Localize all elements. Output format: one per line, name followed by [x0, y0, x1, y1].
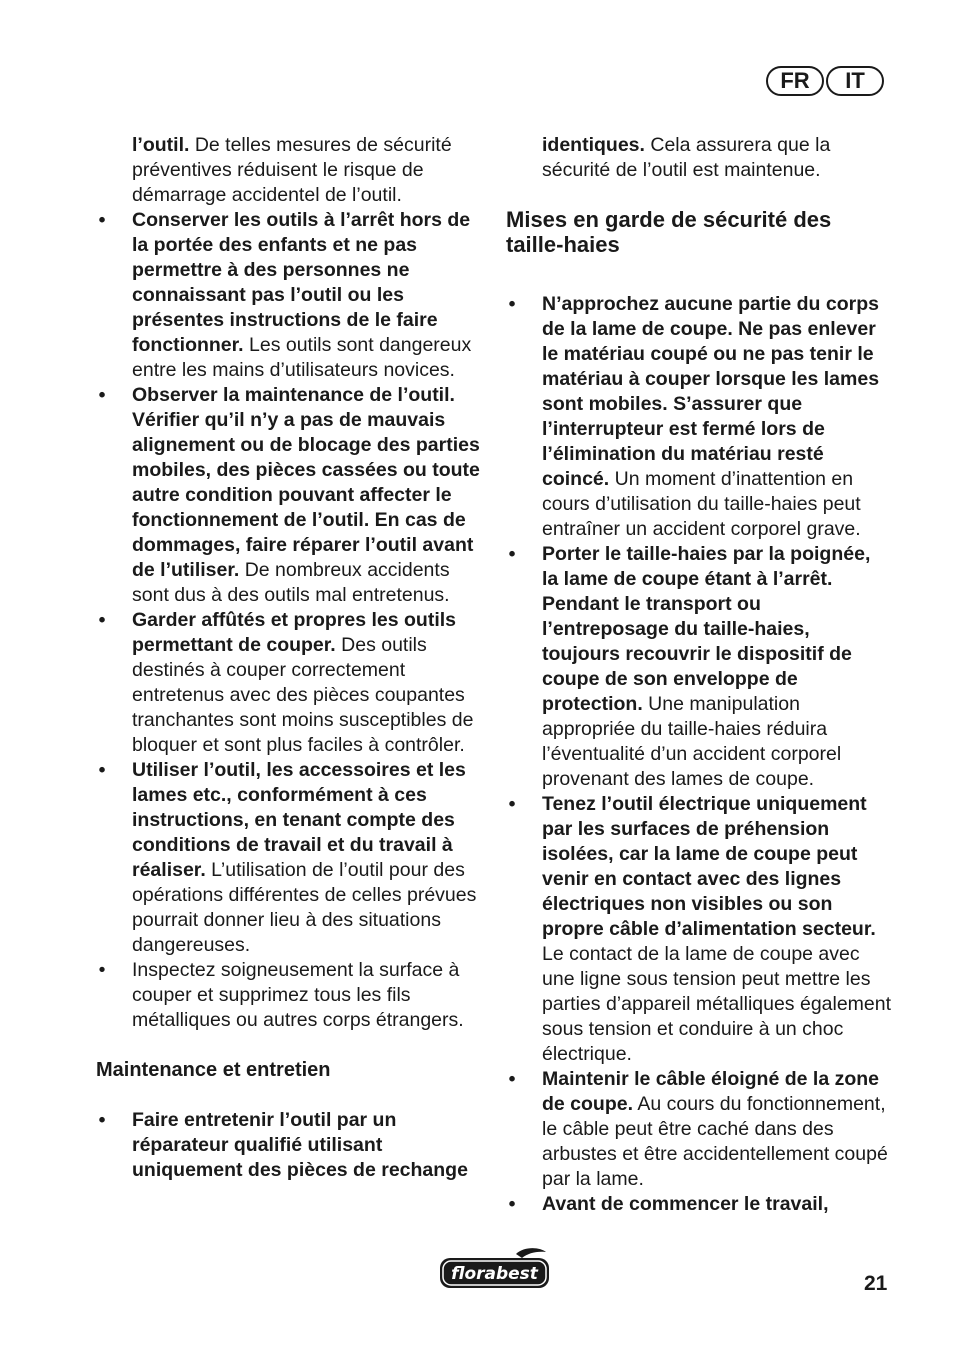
bullet-icon: •	[508, 1068, 516, 1090]
bullet-icon: •	[98, 384, 106, 406]
list-item	[506, 1067, 892, 1192]
bullet-icon: •	[508, 1193, 516, 1215]
list-item	[506, 1192, 892, 1217]
list-item-bold: Conserver les outils à l’arrêt hors de la portée des enfants et ne pas permettre à des personnes ne connaissant pas l’outil ou les présentes instructions de le faire fonctionner.	[132, 209, 471, 356]
left-intro-bold: l’outil.	[132, 134, 190, 156]
section-heading-maintenance: Maintenance et entretien	[96, 1059, 331, 1081]
list-item	[96, 958, 488, 1033]
bullet-icon: •	[98, 1109, 106, 1131]
list-item-bold: Avant de commencer le travail,	[542, 1193, 829, 1215]
bullet-icon: •	[98, 209, 106, 231]
bullet-icon: •	[508, 793, 516, 815]
list-item	[96, 208, 488, 383]
list-item-text: De nombreux accidents sont dus à des outils mal entretenus.	[132, 559, 450, 606]
bullet-icon: •	[98, 609, 106, 631]
list-item	[506, 292, 892, 542]
list-item	[96, 758, 488, 958]
list-item-text: L’utilisation de l’outil pour des opérations différentes de celles prévues pourrait donner lieu à des situations dangereuses.	[132, 859, 477, 956]
lang-badge-fr: FR	[766, 66, 824, 96]
page-number: 21	[864, 1272, 888, 1295]
list-item-text: Le contact de la lame de coupe avec une ligne sous tension peut mettre les parties d’appareil métalliques également sous tension et conduire à un choc électrique.	[542, 943, 892, 1065]
right-column	[506, 133, 892, 1217]
left-intro-paragraph	[96, 133, 488, 208]
list-item-bold: Tenez l’outil électrique uniquement par les surfaces de préhension isolées, car la lame de coupe peut venir en contact avec des lignes électriques non visibles ou son propre câble d’alimentation secteur.	[542, 793, 876, 940]
list-item	[96, 383, 488, 608]
lang-badge-it: IT	[826, 66, 884, 96]
florabest-logo	[438, 1248, 551, 1290]
right-intro-text: Cela assurera que la sécurité de l’outil est maintenue.	[542, 134, 831, 181]
list-item	[96, 608, 488, 758]
list-item-bold: Observer la maintenance de l’outil. Vérifier qu’il n’y a pas de mauvais alignement ou de blocage des parties mobiles, des pièces cassées ou toute autre condition pouvant affecter le fonctionnement de l’outil. En cas de dommages, faire réparer l’outil avant de l’utiliser.	[132, 384, 480, 581]
list-item-bold: Faire entretenir l’outil par un réparateur qualifié utilisant uniquement des pièces de rechange	[132, 1109, 468, 1181]
right-intro-paragraph	[506, 133, 892, 183]
list-item	[506, 542, 892, 792]
bullet-icon: •	[508, 293, 516, 315]
list-item-text: Inspectez soigneusement la surface à couper et supprimez tous les fils métalliques ou autres corps étrangers.	[132, 959, 464, 1031]
list-item-bold: Utiliser l’outil, les accessoires et les lames etc., conformément à ces instructions, en tenant compte des conditions de travail et du travail à réaliser.	[132, 759, 466, 881]
list-item-bold: Maintenir le câble éloigné de la zone de coupe.	[542, 1068, 880, 1115]
list-item-text: Des outils destinés à couper correctement entretenus avec des pièces coupantes tranchantes sont moins susceptibles de bloquer et sont plus faciles à contrôler.	[132, 634, 474, 756]
list-item	[506, 792, 892, 1067]
list-item-bold: N’approchez aucune partie du corps de la lame de coupe. Ne pas enlever le matériau coupé ou ne pas tenir le matériau à couper lorsque les lames sont mobiles. S’assurer que l’interrupteur est fermé lors de l’élimination du matériau resté coincé.	[542, 293, 880, 490]
logo-text: florabest	[451, 1264, 538, 1284]
list-item-text: Une manipulation appropriée du taille-haies réduira l’éventualité d’un accident corporel provenant des lames de coupe.	[542, 693, 842, 790]
logo-leaf-icon	[516, 1248, 546, 1258]
bullet-icon: •	[508, 543, 516, 565]
section-heading-hedge-trimmer-safety: Mises en garde de sécurité des taille-haies	[506, 207, 832, 257]
left-column	[96, 133, 488, 1183]
list-item-bold: Porter le taille-haies par la poignée, la lame de coupe étant à l’arrêt. Pendant le transport ou l’entreposage du taille-haies, toujours recouvrir le dispositif de coupe de son enveloppe de protection.	[542, 543, 871, 715]
list-item-text: Un moment d’inattention en cours d’utilisation du taille-haies peut entraîner un accident corporel grave.	[542, 468, 861, 540]
right-intro-bold: identiques.	[542, 134, 645, 156]
list-item-text: Les outils sont dangereux entre les mains d’utilisateurs novices.	[132, 334, 472, 381]
list-item-bold: Garder affûtés et propres les outils permettant de couper.	[132, 609, 457, 656]
bullet-icon: •	[98, 959, 106, 981]
list-item-text: Au cours du fonctionnement, le câble peut être caché dans des arbustes et être accidentellement coupé par la lame.	[542, 1093, 888, 1190]
left-intro-text: De telles mesures de sécurité préventives réduisent le risque de démarrage accidentel de l’outil.	[132, 134, 452, 206]
bullet-icon: •	[98, 759, 106, 781]
list-item	[96, 1108, 488, 1183]
language-badges	[766, 66, 886, 96]
